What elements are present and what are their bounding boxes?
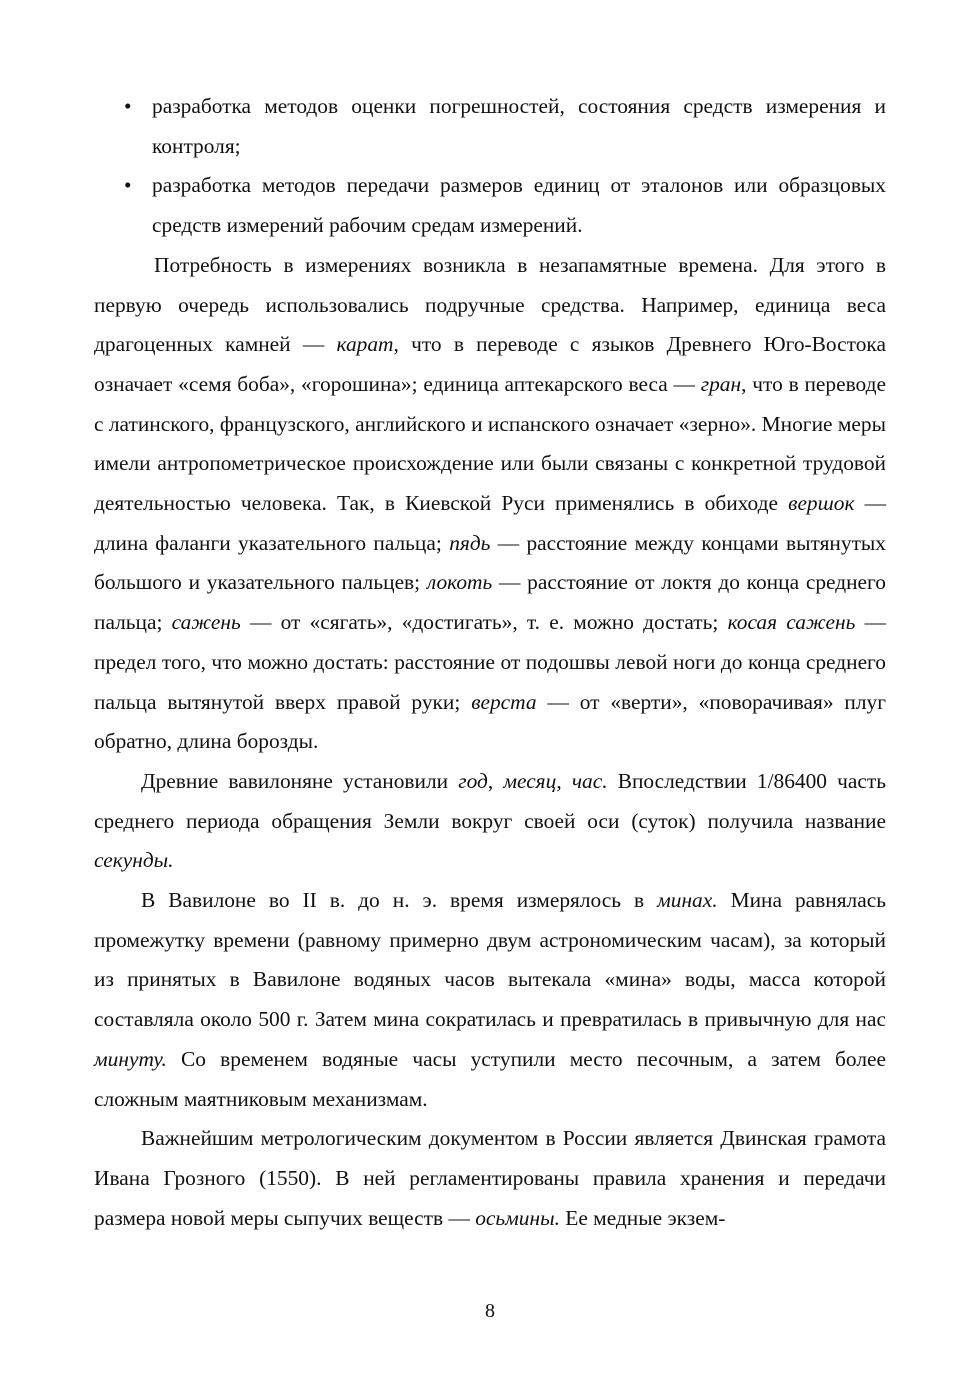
italic-term: верста bbox=[471, 689, 537, 714]
italic-term: месяц bbox=[503, 768, 557, 793]
italic-term: карат bbox=[336, 332, 394, 357]
bullet-item bbox=[94, 87, 886, 166]
document-page bbox=[94, 87, 886, 1238]
text-run: — от «верти», «поворачивая» плуг обратно, длина борозды. bbox=[94, 689, 886, 754]
bullet-icon: • bbox=[124, 173, 132, 198]
text-run: — предел того, что можно достать: расстояние от подошвы левой ноги до конца среднего пальца вытянутой вверх правой руки; bbox=[94, 610, 886, 714]
text-run: Мина равнялась промежутку времени (равному примерно двум астрономическим часам), за который из принятых в Вавилоне водяных часов вытекала «мина» воды, масса которой составляла около 500 г. Затем мина сократилась и превратилась в привычную для нас bbox=[94, 888, 886, 1032]
italic-term: минах. bbox=[657, 888, 718, 913]
text-run: Потребность в измерениях возникла в незапамятные времена. Для этого в первую очередь использовались подручные средства. Например, единица веса драгоценных камней — bbox=[94, 252, 886, 357]
bullet-text: разработка методов оценки погрешностей, состояния средств измерения и контроля; bbox=[152, 94, 886, 158]
italic-term: год bbox=[458, 768, 488, 793]
bullet-list bbox=[94, 87, 886, 246]
italic-term: гран bbox=[700, 371, 742, 396]
page-number: 8 bbox=[485, 1300, 495, 1322]
italic-term: осьмины. bbox=[475, 1205, 560, 1230]
text-run: , bbox=[487, 768, 504, 793]
text-run: — расстояние от локтя до конца среднего пальца; bbox=[94, 570, 886, 635]
text-run: Ее медные экзем- bbox=[559, 1205, 726, 1230]
text-run: — от «сягать», «достигать», т. е. можно достать; bbox=[240, 610, 728, 635]
italic-term: косая сажень bbox=[727, 610, 856, 635]
italic-term: локоть bbox=[426, 570, 493, 595]
italic-term: вершок bbox=[788, 491, 855, 516]
text-run: Древние вавилоняне установили bbox=[141, 768, 459, 793]
bullet-text: разработка методов передачи размеров единиц от эталонов или образцовых средств измерений рабочим средам измерений. bbox=[152, 173, 886, 238]
italic-term: пядь bbox=[449, 530, 491, 555]
text-run: Впоследствии 1/86400 часть среднего периода обращения Земли вокруг своей оси (суток) получила название bbox=[94, 768, 886, 833]
text-run: Важнейшим метрологическим документом в России является Двинская грамота Ивана Грозного (1550). В ней регламентированы правила хранения и передачи размера новой меры сыпучих веществ — bbox=[94, 1126, 886, 1230]
paragraph-mina bbox=[94, 881, 886, 1119]
bullet-item bbox=[94, 166, 886, 245]
text-run: — расстояние между концами вытянутых большого и указательного пальцев; bbox=[94, 530, 886, 595]
paragraph-units-history bbox=[94, 246, 886, 762]
bullet-icon: • bbox=[124, 94, 132, 118]
italic-term: секунды. bbox=[94, 848, 174, 873]
italic-term: час. bbox=[571, 768, 608, 793]
text-run: Со временем водяные часы уступили место песочным, а затем более сложным маятниковым механизмам. bbox=[94, 1046, 886, 1111]
italic-term: минуту. bbox=[94, 1046, 167, 1071]
text-run: , bbox=[556, 768, 572, 793]
paragraph-dvinsk-charter bbox=[94, 1119, 886, 1238]
text-run: , что в переводе с языков Древнего Юго-Востока означает «семя боба», «горошина»; единица аптекарского веса — bbox=[94, 332, 886, 396]
text-run: — длина фаланги указательного пальца; bbox=[94, 491, 887, 555]
paragraph-babylon-time bbox=[94, 762, 886, 881]
text-run: , что в переводе с латинского, французского, английского и испанского означает «зерно». Многие меры имели антропометрическое происхождение или были связаны с конкретной трудовой деятельностью человека. Так, в Киевской Руси применялись в обиходе bbox=[94, 371, 887, 516]
italic-term: сажень bbox=[171, 610, 241, 635]
text-run: В Вавилоне во II в. до н. э. время измерялось в bbox=[141, 888, 658, 913]
